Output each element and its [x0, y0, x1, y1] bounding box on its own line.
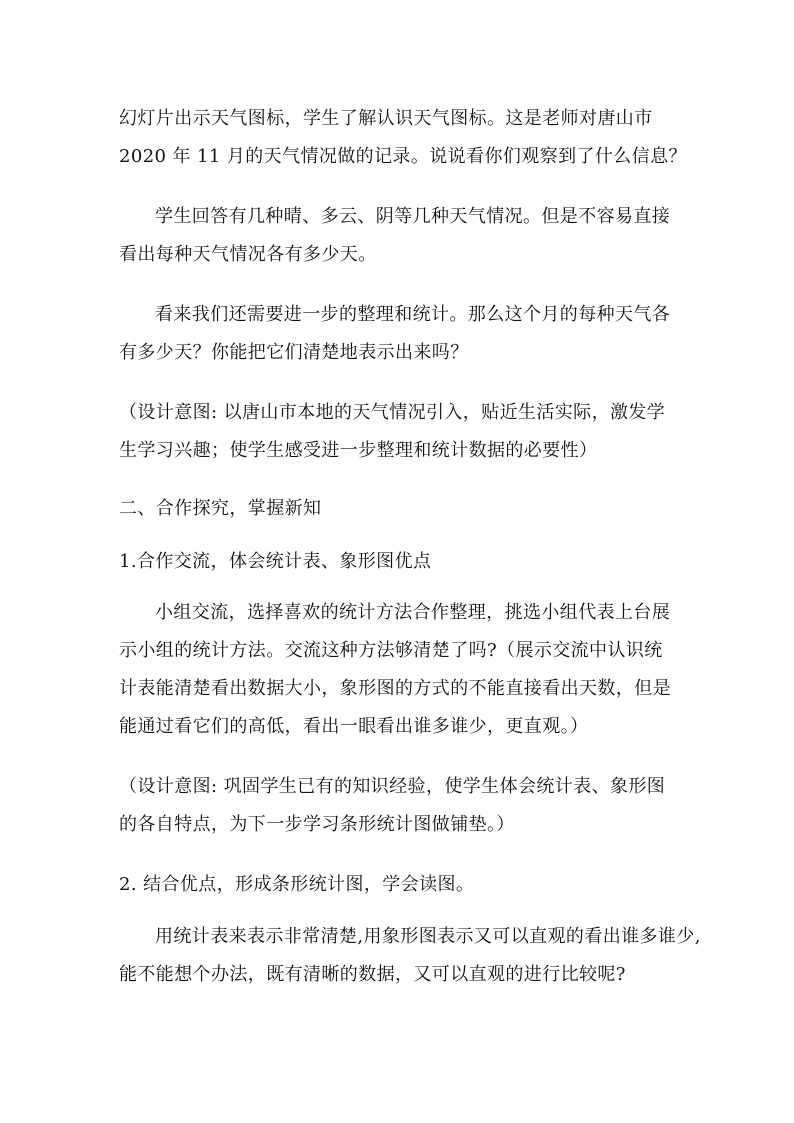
paragraph-design-intent-1 [119, 394, 679, 470]
text-line: 学生回答有几种晴、多云、阴等几种天气情况。但是不容易直接 [155, 206, 671, 227]
text-line: 的各自特点，为下一步学习条形统计图做铺垫。） [119, 814, 515, 835]
paragraph-design-intent-2 [119, 768, 679, 844]
text-line: 示小组的统计方法。交流这种方法够清楚了吗?（展示交流中认识统 [119, 640, 663, 661]
text-line: 能通过看它们的高低，看出一眼看出谁多谁少，更直观。） [119, 716, 589, 737]
subheading-bar-chart [119, 866, 679, 904]
text-line: （设计意图: 以唐山市本地的天气情况引入，贴近生活实际，激发学 [119, 402, 666, 423]
text-line: 2020 年 11 月的天气情况做的记录。说说看你们观察到了什么信息？ [119, 146, 687, 167]
text-line: 生学习兴趣；使学生感受进一步整理和统计数据的必要性） [119, 440, 598, 461]
text-line: 幻灯片出示天气图标，学生了解认识天气图标。这是老师对唐山市 [119, 108, 653, 129]
text-line: 有多少天？你能把它们清楚地表示出来吗？ [119, 342, 469, 363]
text-line: 用统计表来表示非常清楚,用象形图表示又可以直观的看出谁多谁少, [155, 926, 701, 947]
subheading-cooperative-exchange [119, 543, 679, 581]
text-line: 2. 结合优点，形成条形统计图，学会读图。 [119, 874, 475, 895]
text-line: （设计意图: 巩固学生已有的知识经验，使学生体会统计表、象形图 [119, 776, 666, 797]
text-line: 能不能想个办法，既有清晰的数据，又可以直观的进行比较呢? [119, 964, 626, 985]
paragraph-student-answer [119, 198, 679, 274]
text-line: 看来我们还需要进一步的整理和统计。那么这个月的每种天气各 [155, 304, 671, 325]
text-line: 1.合作交流，体会统计表、象形图优点 [119, 551, 432, 572]
paragraph-weather-icons [119, 100, 687, 176]
paragraph-further-statistics [119, 296, 679, 372]
text-line: 看出每种天气情况各有多少天。 [119, 244, 377, 265]
section-heading-cooperative-inquiry [119, 490, 679, 528]
text-line: 计表能清楚看出数据大小，象形图的方式的不能直接看出天数，但是 [119, 678, 671, 699]
text-line: 小组交流，选择喜欢的统计方法合作整理，挑选小组代表上台展 [155, 602, 671, 623]
text-line: 二、合作探究，掌握新知 [119, 498, 322, 519]
paragraph-group-exchange [119, 594, 679, 746]
paragraph-combine-advantages [119, 918, 701, 994]
